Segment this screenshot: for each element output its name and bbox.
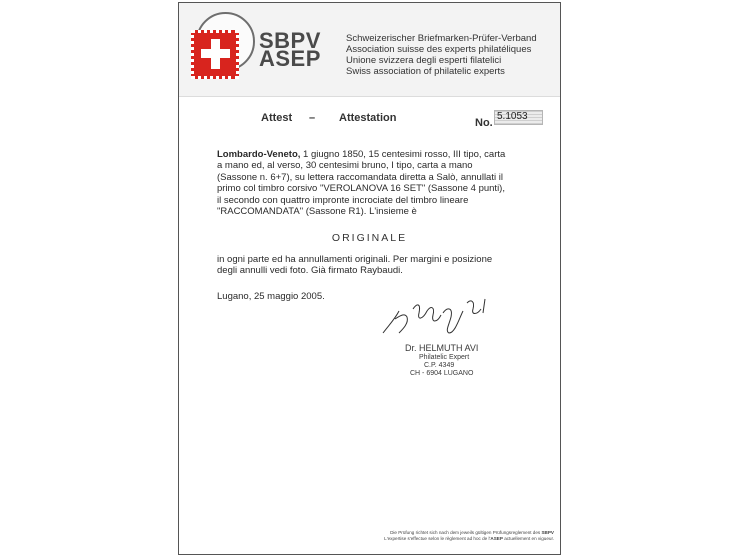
certificate-number: 5.1053 bbox=[497, 111, 528, 122]
description-line: 1 giugno 1850, 15 centesimi rosso, III tipo, carta bbox=[300, 149, 506, 160]
expert-po-box: C.P. 4349 bbox=[424, 362, 455, 369]
association-name-fr: Association suisse des experts philatéliques bbox=[346, 44, 532, 55]
description-paragraph bbox=[217, 149, 532, 217]
conclusion-line: in ogni parte ed ha annullamenti originali. Per margini e posizione bbox=[217, 254, 493, 265]
description-line: a mano ed, al verso, 30 centesimi bruno, I tipo, carta a mano bbox=[217, 160, 473, 172]
certificate-number-label: No. bbox=[475, 117, 493, 129]
conclusion-paragraph bbox=[217, 254, 532, 277]
association-name-en: Swiss association of philatelic experts bbox=[346, 66, 505, 77]
description-line: primo col timbro corsivo "VEROLANOVA 16 SET" (Sassone 4 punti), bbox=[217, 183, 505, 195]
description-line: il secondo con quattro impronte incrociate del timbro lineare bbox=[217, 194, 469, 206]
description-line: "RACCOMANDATA" (Sassone R1). L'insieme è bbox=[217, 206, 417, 218]
swiss-cross-stamp-icon bbox=[191, 30, 239, 79]
description-line: (Sassone n. 6+7), su lettera raccomandata diretta a Salò, annullati il bbox=[217, 171, 503, 183]
brand-asep: ASEP bbox=[259, 46, 321, 71]
association-name-de: Schweizerischer Briefmarken-Prüfer-Verband bbox=[346, 33, 537, 44]
footer-org-sbpv: SBPV bbox=[541, 530, 554, 535]
expert-city: CH - 6904 LUGANO bbox=[410, 370, 474, 377]
footer-line2-suffix: actuellement en vigueur. bbox=[502, 536, 554, 541]
footer-org-asep: ASEP bbox=[490, 536, 503, 541]
stamp-issue-name: Lombardo-Veneto, bbox=[217, 149, 301, 160]
handwritten-signature bbox=[377, 289, 507, 345]
title-attestation: Attestation bbox=[339, 112, 397, 124]
certificate-header bbox=[179, 3, 560, 97]
verdict-originale: ORIGINALE bbox=[331, 232, 408, 244]
footer-line2: L'expertise s'effectue selon le règlement ad hoc de l' bbox=[384, 536, 491, 541]
certificate-sheet bbox=[178, 2, 561, 555]
expert-name: Dr. HELMUTH AVI bbox=[405, 343, 479, 353]
title-dash: – bbox=[309, 112, 316, 124]
title-attest: Attest bbox=[261, 112, 293, 124]
place-and-date: Lugano, 25 maggio 2005. bbox=[217, 291, 325, 302]
expert-role: Philatelic Expert bbox=[419, 354, 470, 361]
conclusion-line: degli annulli vedi foto. Già firmato Raybaudi. bbox=[217, 265, 403, 277]
footer-line1: Die Prüfung richtet sich nach dem jeweils gültigen Prüfungsreglement des bbox=[390, 530, 542, 535]
brand-sbpv: SBPV bbox=[259, 28, 321, 53]
association-name-it: Unione svizzera degli esperti filatelici bbox=[346, 55, 502, 66]
footer-legal-note bbox=[349, 530, 554, 542]
